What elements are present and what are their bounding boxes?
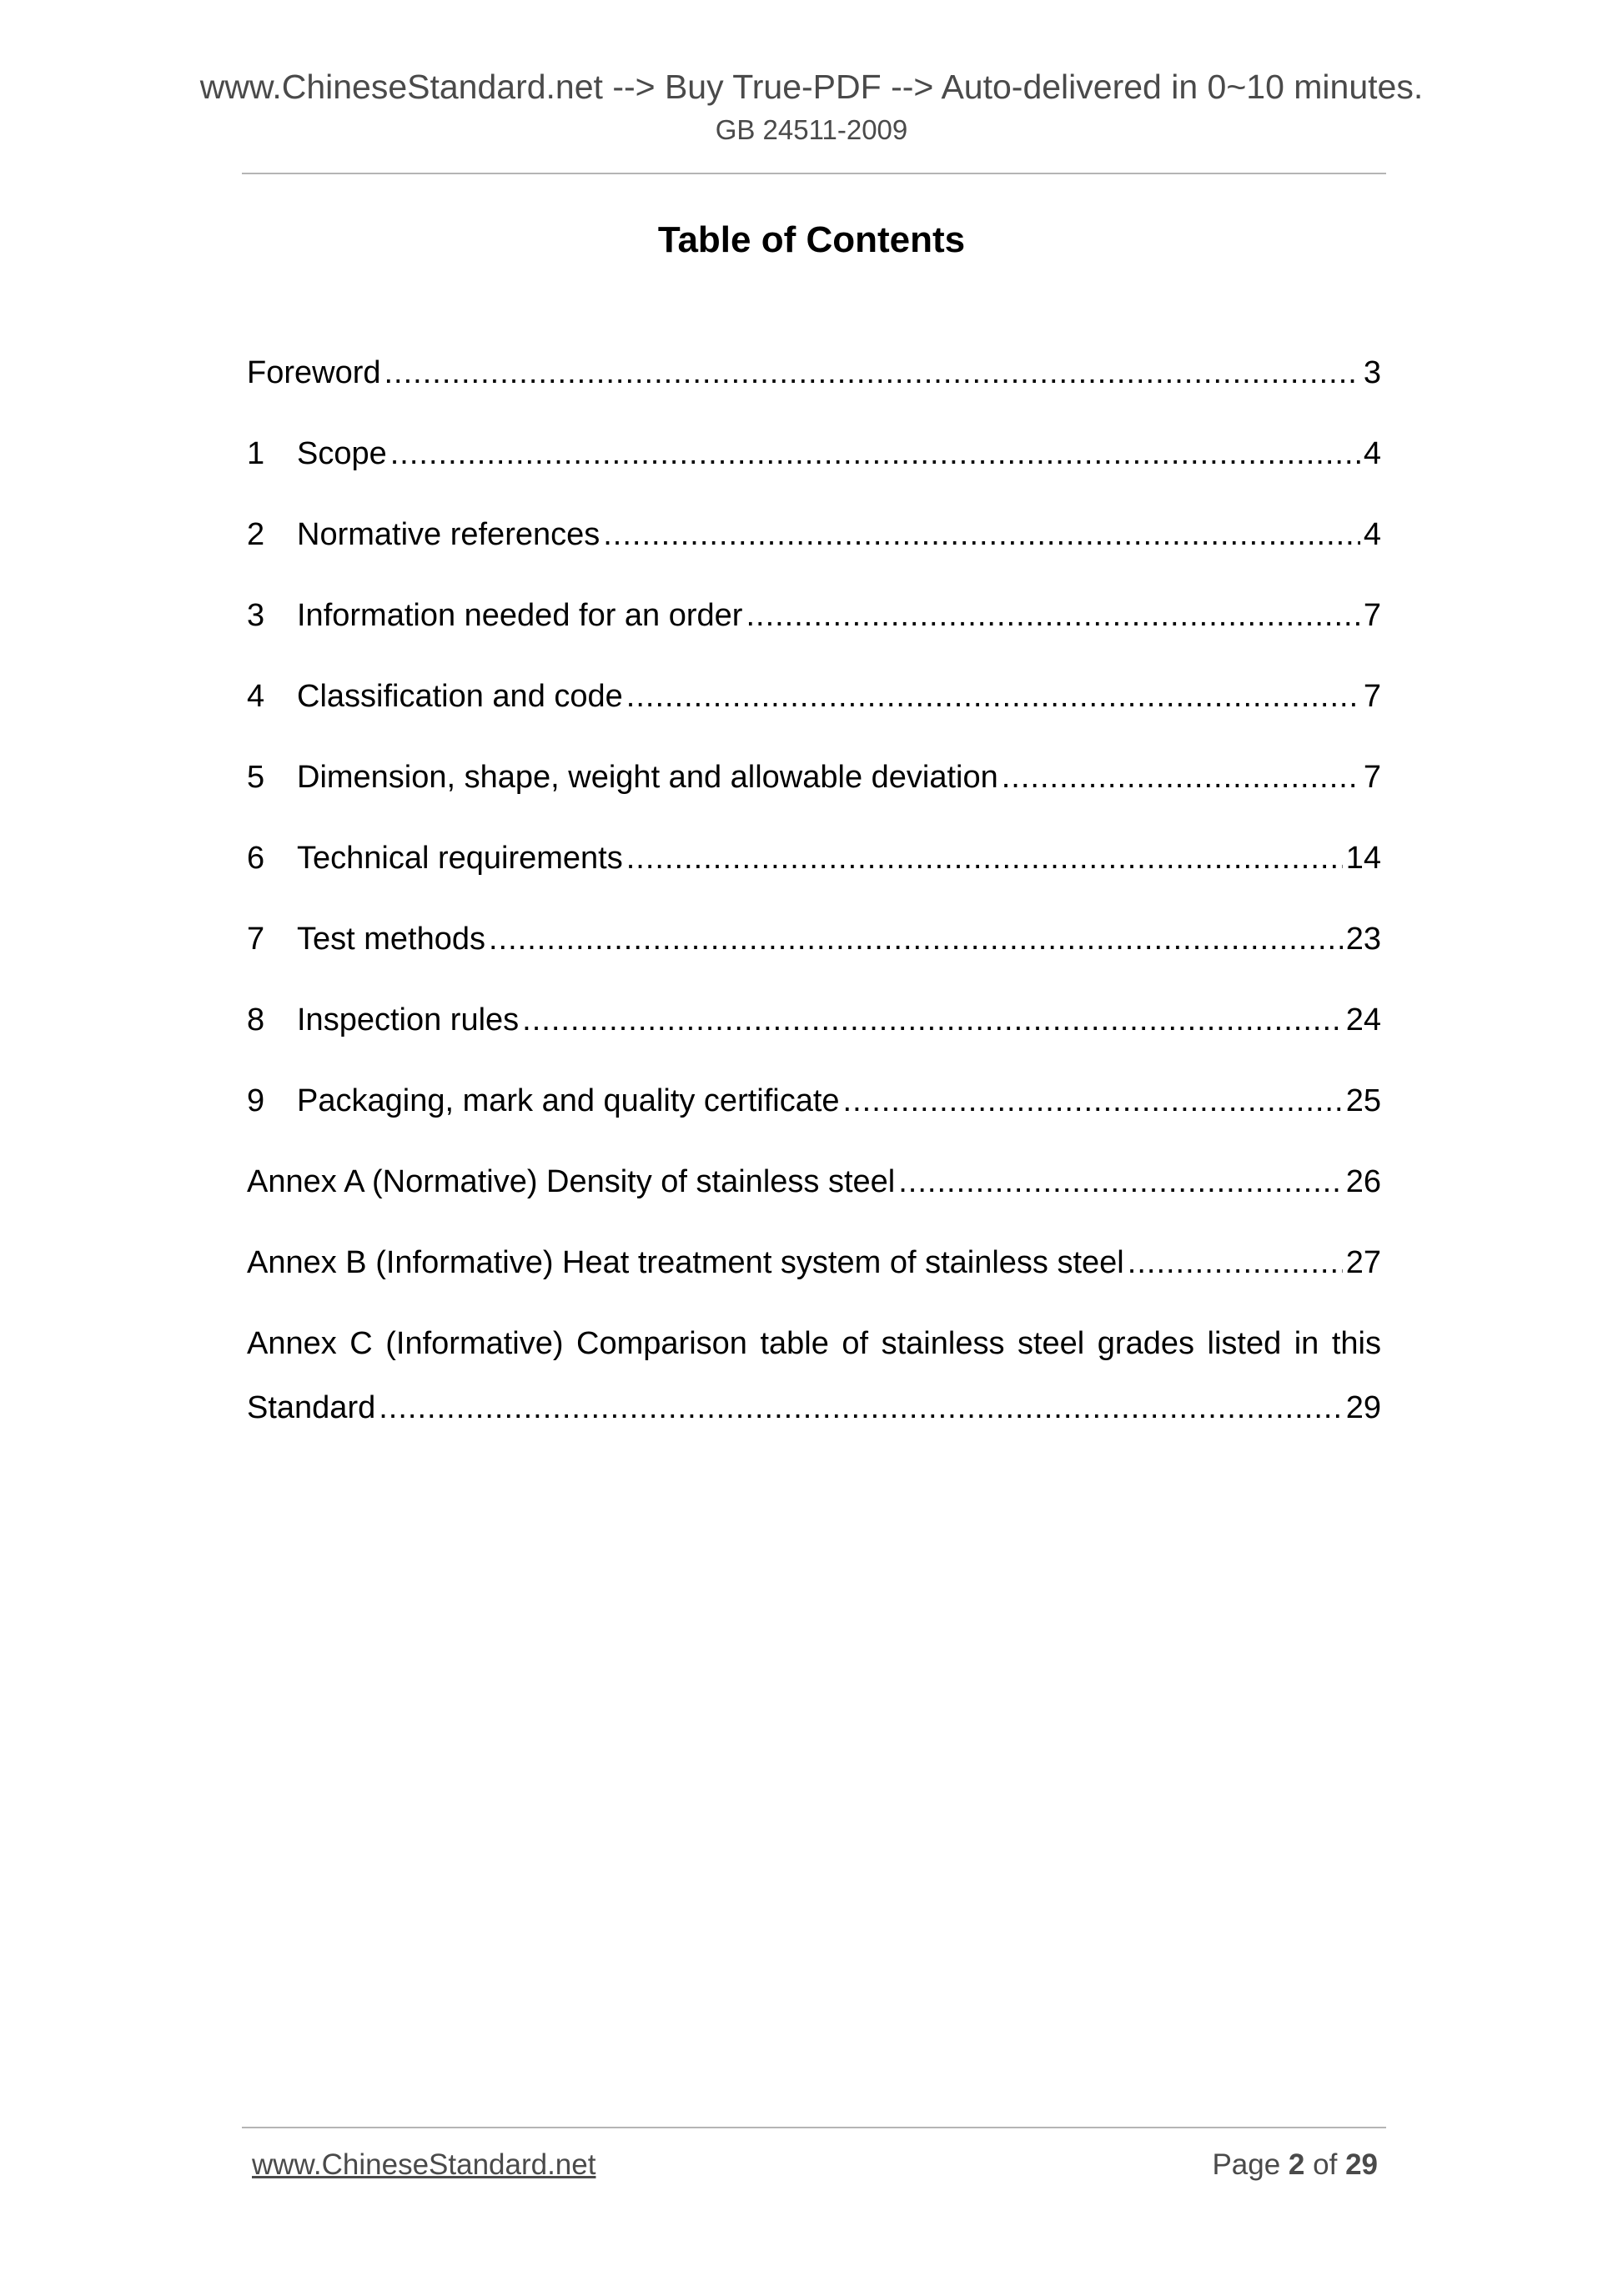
toc-entry-scope[interactable] (247, 431, 1381, 476)
toc-entry-title: Inspection rules (297, 1002, 520, 1037)
toc-page-number: 26 (1345, 1164, 1381, 1199)
toc-entry-title-line1: Annex C (Informative) Comparison table of stainless steel grades listed in this (247, 1326, 1381, 1361)
page-of-label: of (1313, 2148, 1338, 2181)
toc-page-number: 27 (1345, 1245, 1381, 1280)
toc-entry-title: Classification and code (297, 679, 623, 714)
toc-entry-title: Annex B (Informative) Heat treatment system of stainless steel (247, 1245, 1124, 1280)
toc-entry-packaging[interactable] (247, 1078, 1381, 1123)
toc-leader-dots (1128, 1240, 1343, 1285)
toc-leader-dots (746, 593, 1359, 638)
toc-section-number: 9 (247, 1083, 265, 1118)
toc-entry-title: Scope (297, 436, 387, 471)
header-banner: www.ChineseStandard.net --> Buy True-PDF --> Auto-delivered in 0~10 minutes. (199, 68, 1424, 106)
toc-entry-title: Technical requirements (297, 841, 623, 876)
toc-page-number: 25 (1345, 1083, 1381, 1118)
toc-entry-test-methods[interactable] (247, 917, 1381, 962)
toc-entry-title: Normative references (297, 517, 600, 552)
toc-page-number: 3 (1363, 355, 1381, 390)
toc-entry-order-information[interactable] (247, 593, 1381, 638)
toc-page-number: 4 (1363, 517, 1381, 552)
toc-leader-dots (522, 997, 1343, 1042)
toc-section-number: 2 (247, 517, 265, 552)
toc-entry-title-line2: Standard (247, 1390, 376, 1425)
toc-section-number: 6 (247, 841, 265, 876)
toc-entry-annex-a[interactable] (247, 1159, 1381, 1204)
toc-entry-title: Test methods (297, 922, 485, 957)
toc-entry-foreword[interactable] (247, 350, 1381, 395)
toc-leader-dots (1002, 755, 1360, 800)
page-title: Table of Contents (657, 219, 966, 260)
toc-section-number: 7 (247, 922, 265, 957)
table-of-contents (247, 350, 1381, 1466)
toc-entry-title: Packaging, mark and quality certificate (297, 1083, 840, 1118)
toc-leader-dots (898, 1159, 1343, 1204)
toc-page-number: 29 (1345, 1390, 1381, 1425)
toc-leader-dots (489, 917, 1343, 962)
page-label: Page (1212, 2148, 1281, 2181)
toc-entry-title-line2-row (247, 1385, 1381, 1430)
toc-section-number: 8 (247, 1002, 265, 1037)
toc-section-number: 1 (247, 436, 265, 471)
toc-page-number: 7 (1363, 760, 1381, 795)
footer-website-link[interactable]: www.ChineseStandard.net (252, 2148, 596, 2181)
toc-section-number: 4 (247, 679, 265, 714)
toc-entry-title: Foreword (247, 355, 381, 390)
toc-page-number: 14 (1345, 841, 1381, 876)
toc-page-number: 23 (1345, 922, 1381, 957)
toc-leader-dots (843, 1078, 1343, 1123)
toc-entry-normative-references[interactable] (247, 512, 1381, 557)
toc-entry-title: Dimension, shape, weight and allowable deviation (297, 760, 998, 795)
page-indicator (1212, 2145, 1378, 2185)
header-divider (242, 173, 1386, 174)
toc-page-number: 4 (1363, 436, 1381, 471)
toc-leader-dots (603, 512, 1360, 557)
current-page-number: 2 (1288, 2148, 1305, 2181)
toc-leader-dots (390, 431, 1360, 476)
toc-leader-dots (626, 836, 1343, 881)
toc-entry-technical-requirements[interactable] (247, 836, 1381, 881)
toc-leader-dots (379, 1385, 1342, 1430)
toc-entry-classification[interactable] (247, 674, 1381, 719)
toc-entry-inspection-rules[interactable] (247, 997, 1381, 1042)
toc-page-number: 7 (1363, 598, 1381, 633)
toc-entry-annex-c[interactable] (247, 1321, 1381, 1430)
toc-leader-dots (626, 674, 1360, 719)
toc-page-number: 24 (1345, 1002, 1381, 1037)
toc-section-number: 3 (247, 598, 265, 633)
toc-leader-dots (384, 350, 1360, 395)
toc-entry-title: Information needed for an order (297, 598, 743, 633)
toc-entry-title: Annex A (Normative) Density of stainless steel (247, 1164, 896, 1199)
footer-divider (242, 2127, 1386, 2128)
total-page-number: 29 (1345, 2148, 1378, 2181)
page-header (0, 65, 1623, 148)
toc-entry-dimension[interactable] (247, 755, 1381, 800)
page-footer (252, 2145, 1378, 2185)
toc-page-number: 7 (1363, 679, 1381, 714)
standard-code: GB 24511-2009 (715, 114, 908, 145)
toc-section-number: 5 (247, 760, 265, 795)
toc-entry-annex-b[interactable] (247, 1240, 1381, 1285)
